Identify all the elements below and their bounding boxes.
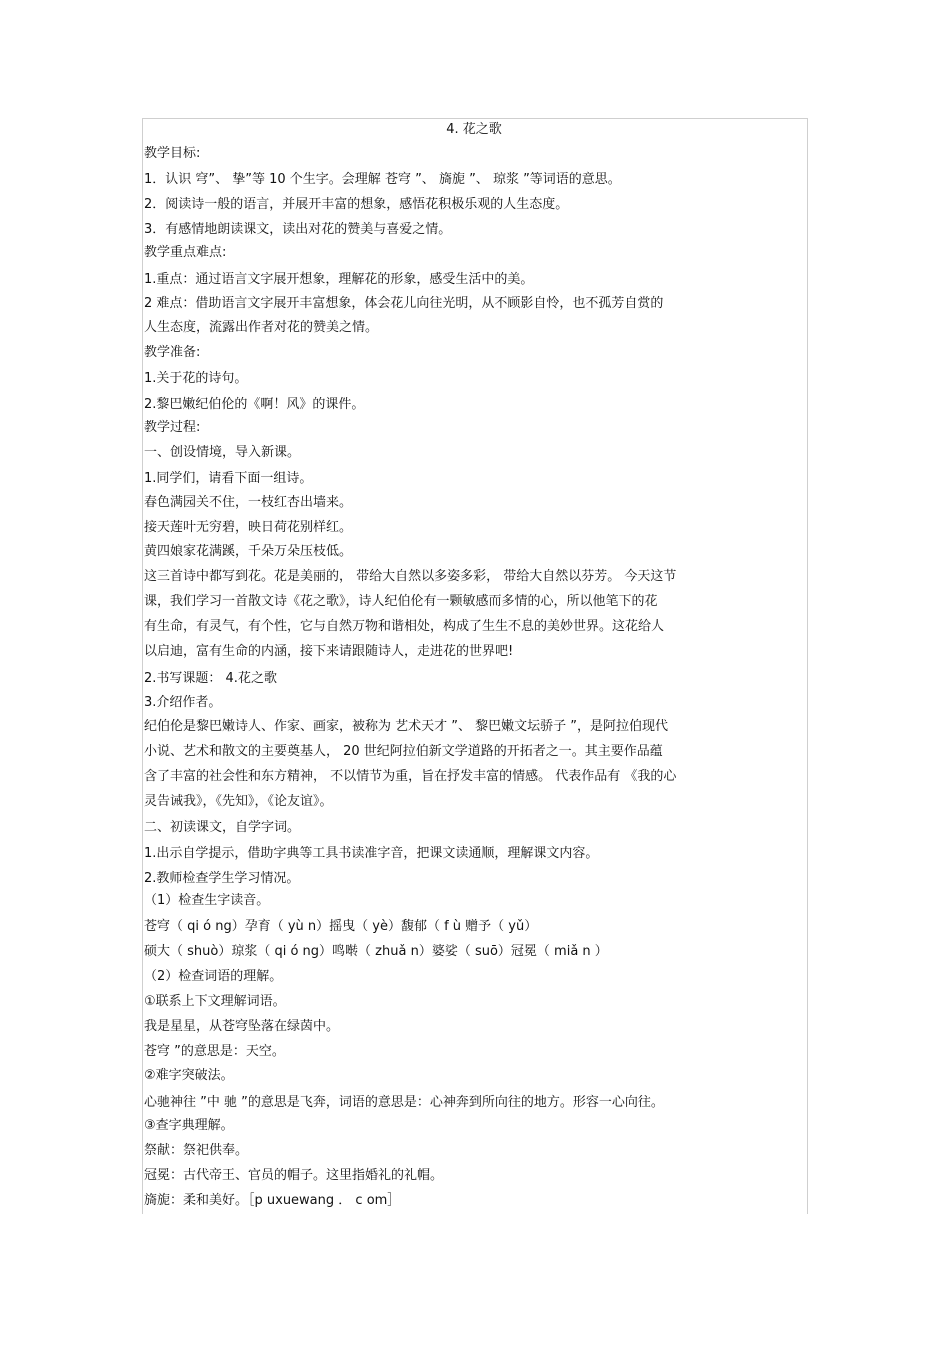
- text-line: 春色满园关不住，一枝红杏出墙来。: [144, 495, 353, 510]
- text-line: 旖旎：柔和美好。［p uxuewang ． c om］: [144, 1193, 401, 1208]
- text-line: 教学过程:: [144, 420, 201, 435]
- text-line: 我是星星，从苍穹坠落在绿茵中。: [144, 1019, 340, 1034]
- text-line: 2 难点：借助语言文字展开丰富想象，体会花儿向往光明，从不顾影自怜，也不孤芳自赏的: [144, 296, 664, 311]
- text-line: 纪伯伦是黎巴嫩诗人、作家、画家，被称为 艺术天才 ”、 黎巴嫩文坛骄子 ”，是阿拉伯现代: [144, 719, 668, 734]
- text-line: （2）检查词语的理解。: [144, 969, 283, 984]
- text-line: 含了丰富的社会性和东方精神， 不以情节为重，旨在抒发丰富的情感。 代表作品有 《我的心: [144, 769, 677, 784]
- text-line: 课，我们学习一首散文诗《花之歌》，诗人纪伯伦有一颗敏感而多情的心，所以他笔下的花: [144, 594, 658, 609]
- text-line: 1.同学们，请看下面一组诗。: [144, 471, 313, 486]
- text-line: 心驰神往 ”中 驰 ”的意思是飞奔，词语的意思是：心神奔到所向往的地方。形容一心向往。: [144, 1095, 664, 1110]
- text-line: 灵告诫我》，《先知》，《论友谊》。: [144, 794, 333, 809]
- text-line: ①联系上下文理解词语。: [144, 994, 286, 1009]
- text-line: 苍穹（ qi ó ng）孕育（ yù n）摇曳（ yè）馥郁（ f ù 赠予（ yǔ）: [144, 919, 538, 934]
- text-line: 苍穹 ”的意思是：天空。: [144, 1044, 285, 1059]
- text-line: 这三首诗中都写到花。花是美丽的， 带给大自然以多姿多彩， 带给大自然以芬芳。 今天这节: [144, 569, 677, 584]
- text-line: 1．认识 穹”、 挚”等 10 个生字。会理解 苍穹 ”、 旖旎 ”、 琼浆 ”等词语的意思。: [144, 172, 621, 187]
- text-line: 冠冕：古代帝王、官员的帽子。这里指婚礼的礼帽。: [144, 1168, 444, 1183]
- text-line: ②难字突破法。: [144, 1068, 234, 1083]
- text-line: 教学准备:: [144, 345, 201, 360]
- text-line: 接天莲叶无穷碧，映日荷花别样红。: [144, 520, 353, 535]
- text-line: 二、初读课文，自学字词。: [144, 820, 301, 835]
- text-line: ③查字典理解。: [144, 1118, 234, 1133]
- text-line: 小说、艺术和散文的主要奠基人， 20 世纪阿拉伯新文学道路的开拓者之一。其主要作品蕴: [144, 744, 663, 759]
- text-line: 2.书写课题： 4.花之歌: [144, 671, 277, 686]
- text-line: 2.黎巴嫩纪伯伦的《啊！风》的课件。: [144, 397, 365, 412]
- text-line: 教学目标:: [144, 146, 201, 161]
- text-line: 有生命，有灵气，有个性，它与自然万物和谐相处，构成了生生不息的美妙世界。这花给人: [144, 619, 665, 634]
- text-line: 一、创设情境，导入新课。: [144, 445, 301, 460]
- text-line: 3．有感情地朗读课文，读出对花的赞美与喜爱之情。: [144, 222, 452, 237]
- text-line: 2.教师检查学生学习情况。: [144, 871, 300, 886]
- text-line: 3.介绍作者。: [144, 695, 222, 710]
- text-line: 教学重点难点:: [144, 245, 227, 260]
- text-line: 祭献：祭祀供奉。: [144, 1143, 249, 1158]
- text-line: （1）检查生字读音。: [144, 893, 270, 908]
- lesson-title: 4. 花之歌: [446, 122, 502, 137]
- text-line: 黄四娘家花满蹊，千朵万朵压枝低。: [144, 544, 353, 559]
- text-line: 以启迪，富有生命的内涵，接下来请跟随诗人，走进花的世界吧!: [144, 644, 514, 659]
- text-line: 人生态度，流露出作者对花的赞美之情。: [144, 320, 379, 335]
- text-line: 1.重点：通过语言文字展开想象，理解花的形象，感受生活中的美。: [144, 272, 534, 287]
- text-line: 1.关于花的诗句。: [144, 371, 248, 386]
- text-line: 2．阅读诗一般的语言，并展开丰富的想象，感悟花积极乐观的人生态度。: [144, 197, 569, 212]
- text-line: 硕大（ shuò）琼浆（ qi ó ng）鸣啭（ zhuǎ n）婆娑（ suō）冠冕（ miǎ n ）: [144, 944, 608, 959]
- text-line: 1.出示自学提示，借助字典等工具书读准字音，把课文读通顺，理解课文内容。: [144, 846, 599, 861]
